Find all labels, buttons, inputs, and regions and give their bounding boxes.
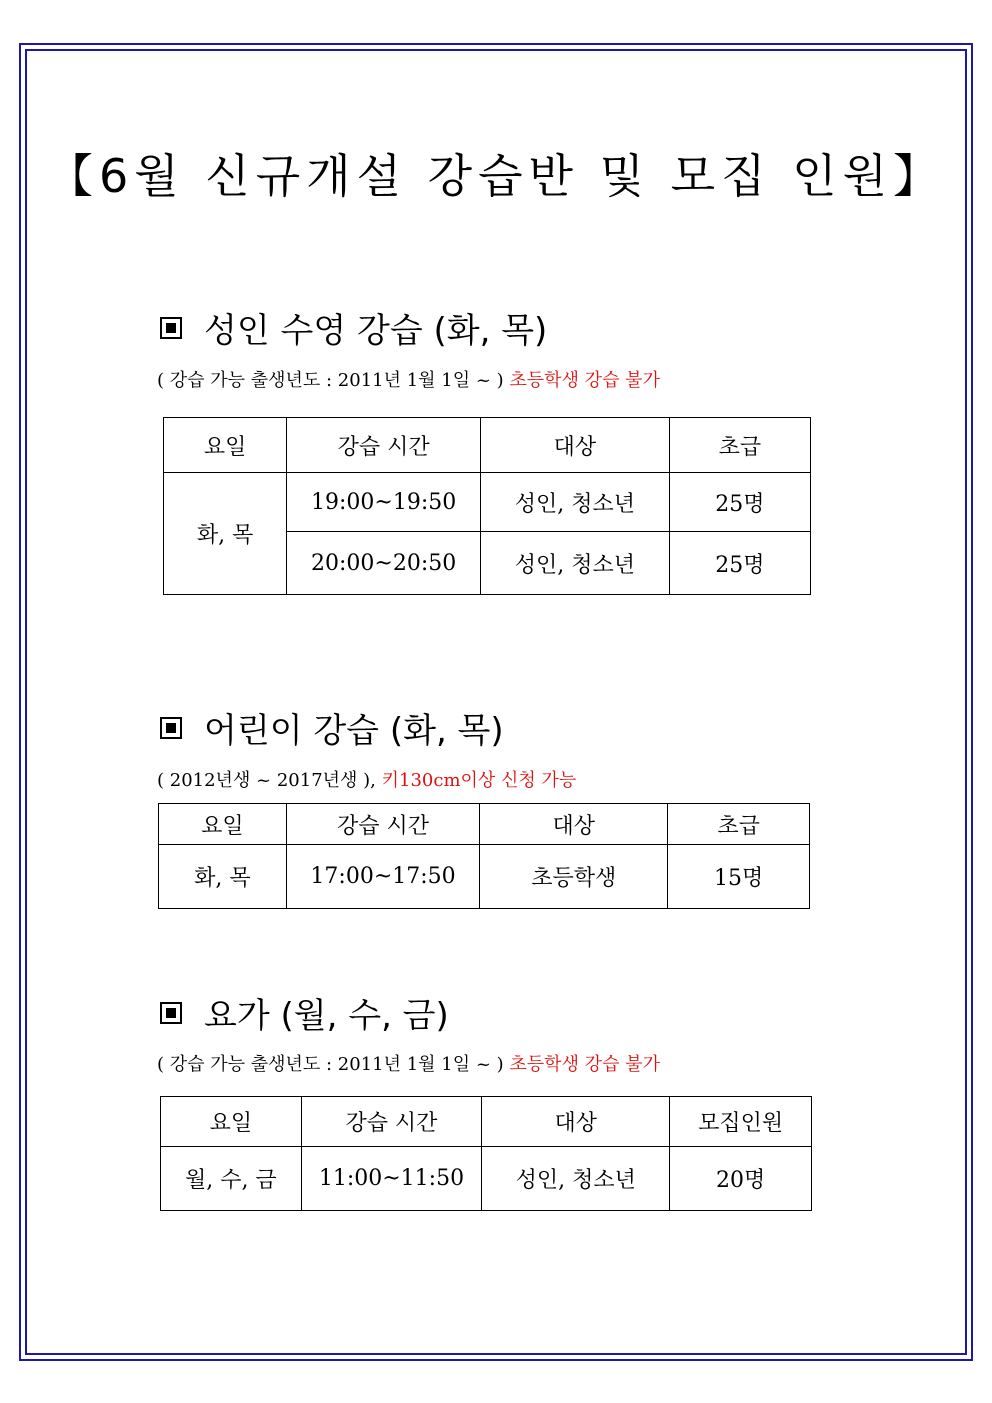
header-time: 강습 시간	[287, 418, 481, 473]
cell-count: 20명	[670, 1147, 812, 1211]
cell-time: 19:00~19:50	[287, 473, 481, 532]
adult-swim-table	[163, 417, 811, 595]
table-header-row	[164, 418, 811, 473]
header-day: 요일	[161, 1097, 302, 1147]
square-bullet-icon	[160, 1002, 182, 1024]
table-header-row	[161, 1097, 812, 1147]
header-time: 강습 시간	[286, 804, 479, 845]
section-note	[157, 366, 660, 392]
cell-day: 화, 목	[159, 845, 287, 909]
note-text: ( 강습 가능 출생년도 : 2011년 1월 1일 ~ )	[157, 1054, 504, 1075]
header-time: 강습 시간	[301, 1097, 482, 1147]
section-heading-yoga	[160, 988, 449, 1037]
cell-target: 초등학생	[480, 845, 668, 909]
cell-count: 25명	[669, 532, 810, 595]
table-row	[164, 473, 811, 532]
header-level: 초급	[669, 418, 810, 473]
page-title: 【6월 신규개설 강습반 및 모집 인원】	[46, 149, 946, 203]
header-count: 모집인원	[670, 1097, 812, 1147]
cell-count: 15명	[668, 845, 810, 909]
header-day: 요일	[159, 804, 287, 845]
note-text: ( 2012년생 ~ 2017년생 ),	[157, 770, 376, 791]
header-day: 요일	[164, 418, 287, 473]
cell-time: 17:00~17:50	[286, 845, 479, 909]
cell-time: 20:00~20:50	[287, 532, 481, 595]
header-target: 대상	[480, 804, 668, 845]
header-target: 대상	[480, 418, 669, 473]
note-warning: 초등학생 강습 불가	[509, 370, 660, 391]
cell-count: 25명	[669, 473, 810, 532]
table-row	[159, 845, 810, 909]
section-heading-text: 성인 수영 강습 (화, 목)	[204, 311, 548, 351]
header-level: 초급	[668, 804, 810, 845]
section-heading-text: 어린이 강습 (화, 목)	[204, 711, 504, 751]
cell-day: 화, 목	[164, 473, 287, 595]
note-warning: 초등학생 강습 불가	[509, 1054, 660, 1075]
kids-swim-table	[158, 803, 810, 909]
section-heading-kids-swim	[160, 703, 504, 752]
section-note	[157, 1050, 660, 1076]
cell-day: 월, 수, 금	[161, 1147, 302, 1211]
section-note	[157, 766, 576, 792]
note-text: ( 강습 가능 출생년도 : 2011년 1월 1일 ~ )	[157, 370, 504, 391]
table-row	[161, 1147, 812, 1211]
cell-time: 11:00~11:50	[301, 1147, 482, 1211]
square-bullet-icon	[160, 717, 182, 739]
square-bullet-icon	[160, 317, 182, 339]
table-header-row	[159, 804, 810, 845]
cell-target: 성인, 청소년	[482, 1147, 670, 1211]
header-target: 대상	[482, 1097, 670, 1147]
section-heading-text: 요가 (월, 수, 금)	[204, 996, 449, 1036]
yoga-table	[160, 1096, 812, 1211]
cell-target: 성인, 청소년	[480, 473, 669, 532]
cell-target: 성인, 청소년	[480, 532, 669, 595]
section-heading-adult-swim	[160, 303, 547, 352]
note-warning: 키130cm이상 신청 가능	[381, 770, 577, 791]
